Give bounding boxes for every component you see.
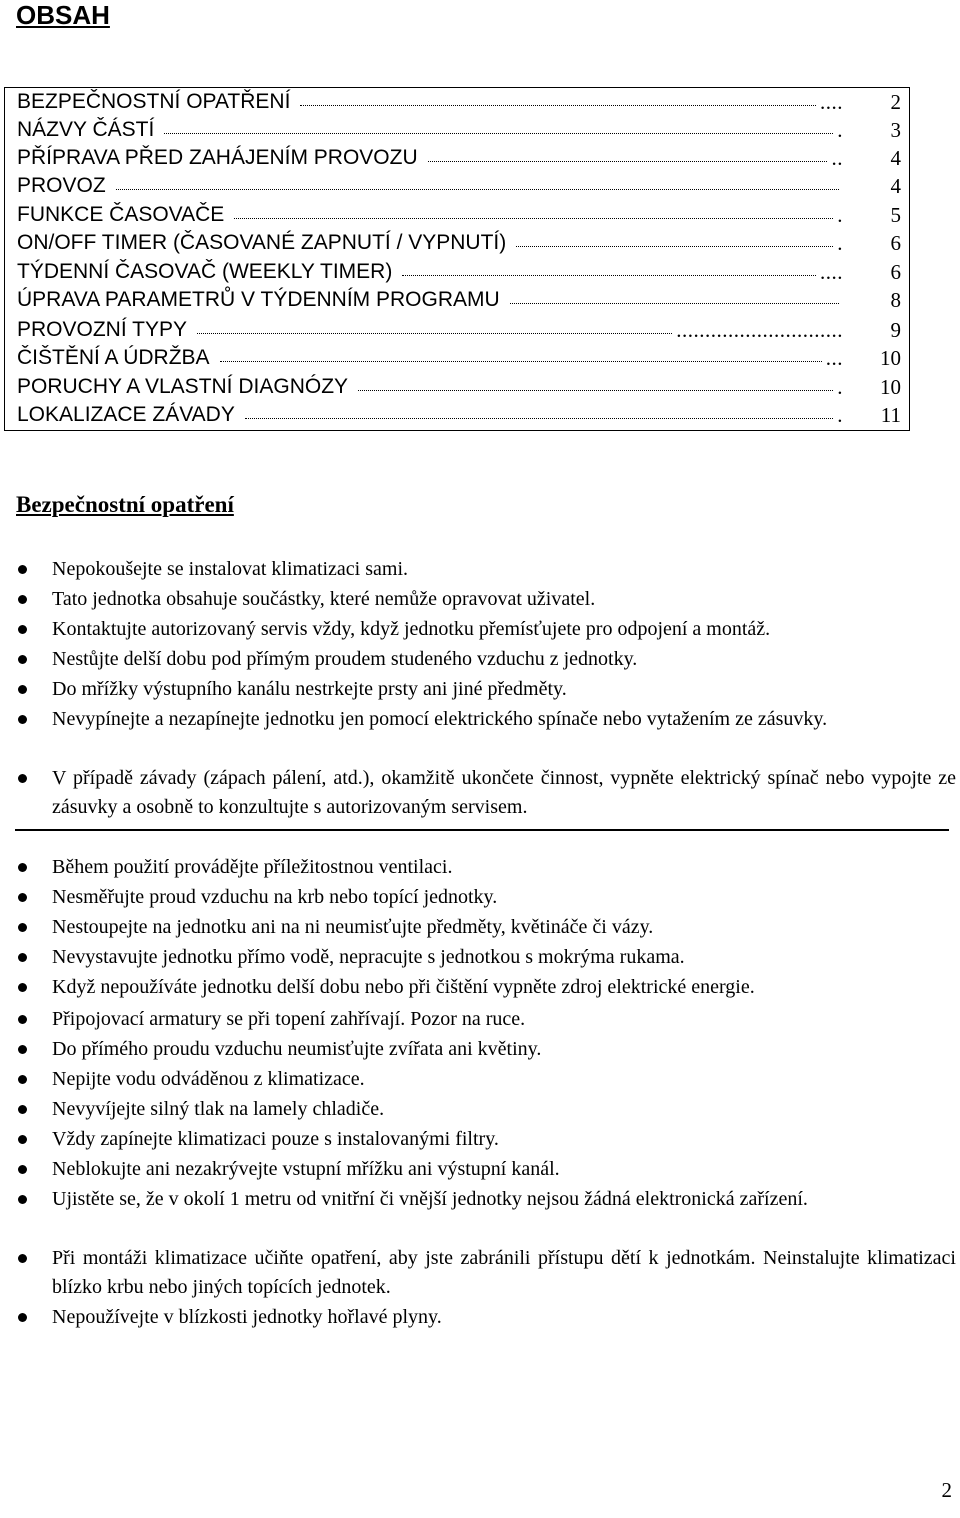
bullet-icon (18, 1254, 27, 1263)
list-item: Nesměřujte proud vzduchu na krb nebo topící jednotky. (52, 886, 498, 908)
toc-entry-dots: . (837, 375, 843, 399)
toc-entry-dots: .... (820, 90, 843, 114)
toc-entry (17, 318, 909, 346)
list-item: Nepoužívejte v blízkosti jednotky hořlavé plyny. (52, 1306, 442, 1328)
bullet-icon (18, 1195, 27, 1204)
list-item: Při montáži klimatizace učiňte opatření, aby jste zabránili přístupu dětí k jednotkám. Neinstalujte klimatizaci blízko krbu nebo jiných topících jednotek. (52, 1247, 956, 1298)
bullet-icon (18, 953, 27, 962)
toc-entry-leader (220, 361, 822, 362)
bullet-icon (18, 1075, 27, 1084)
toc-entry-page: 4 (890, 174, 901, 198)
toc-entry-label: LOKALIZACE ZÁVADY (17, 403, 235, 426)
section-heading: Bezpečnostní opatření (16, 492, 234, 517)
table-of-contents (4, 87, 910, 431)
toc-entry-label: PORUCHY A VLASTNÍ DIAGNÓZY (17, 375, 349, 398)
toc-entry (17, 375, 909, 403)
toc-entry-leader (300, 105, 816, 106)
bullet-icon (18, 1313, 27, 1322)
bullet-icon (18, 1105, 27, 1114)
list-item: Ujistěte se, že v okolí 1 metru od vnitřní či vnější jednotky nejsou žádná elektronická zařízení. (52, 1188, 808, 1210)
toc-entry-leader (164, 133, 833, 134)
page-title: OBSAH (16, 0, 110, 30)
list-item: Do mřížky výstupního kanálu nestrkejte prsty ani jiné předměty. (52, 678, 567, 700)
toc-entry-page: 2 (890, 90, 901, 114)
toc-entry-dots: ............................. (676, 318, 843, 342)
bullet-icon (18, 655, 27, 664)
bullet-icon (18, 893, 27, 902)
list-item: Neblokujte ani nezakrývejte vstupní mřížku ani výstupní kanál. (52, 1158, 560, 1180)
bullet-icon (18, 595, 27, 604)
list-item: Nestůjte delší dobu pod přímým proudem studeného vzduchu z jednotky. (52, 648, 638, 670)
horizontal-rule (15, 829, 949, 831)
toc-entry-label: PŘÍPRAVA PŘED ZAHÁJENÍM PROVOZU (17, 146, 418, 169)
toc-entry-label: PROVOZNÍ TYPY (17, 318, 187, 341)
toc-entry-page: 4 (890, 146, 901, 170)
bullet-icon (18, 715, 27, 724)
list-item: Nevyvíjejte silný tlak na lamely chladiče. (52, 1098, 385, 1120)
toc-entry (17, 403, 909, 431)
list-item: Vždy zapínejte klimatizaci pouze s instalovanými filtry. (52, 1128, 499, 1150)
toc-entry-page: 3 (890, 118, 901, 142)
toc-entry (17, 203, 909, 231)
toc-entry-label: ÚPRAVA PARAMETRŮ V TÝDENNÍM PROGRAMU (17, 288, 500, 311)
toc-entry-dots: . (837, 203, 843, 227)
bullet-icon (18, 565, 27, 574)
toc-entry-leader (234, 218, 833, 219)
toc-entry-leader (197, 333, 672, 334)
toc-entry-dots: . (837, 231, 843, 255)
bullet-icon (18, 625, 27, 634)
toc-entry-leader (402, 275, 816, 276)
toc-entry-leader (516, 246, 833, 247)
list-item: Během použití provádějte příležitostnou ventilaci. (52, 856, 453, 878)
bullet-icon (18, 1135, 27, 1144)
list-item: Nevypínejte a nezapínejte jednotku jen pomocí elektrického spínače nebo vytažením ze zásuvky. (52, 708, 828, 730)
bullet-icon (18, 1045, 27, 1054)
toc-entry (17, 90, 909, 118)
toc-entry-dots: .. (831, 146, 843, 170)
toc-entry-label: ČIŠTĚNÍ A ÚDRŽBA (17, 346, 210, 369)
list-item: Do přímého proudu vzduchu neumisťujte zvířata ani květiny. (52, 1038, 542, 1060)
bullet-icon (18, 1015, 27, 1024)
list-item: Když nepoužíváte jednotku delší dobu nebo při čištění vypněte zdroj elektrické energie. (52, 976, 755, 998)
toc-entry-page: 8 (890, 288, 901, 312)
bullet-icon (18, 863, 27, 872)
toc-entry-leader (358, 390, 833, 391)
toc-entry-leader (116, 189, 839, 190)
toc-entry (17, 174, 909, 202)
page-number: 2 (941, 1478, 952, 1502)
bullet-icon (18, 983, 27, 992)
bullet-icon (18, 923, 27, 932)
bullet-icon (18, 774, 27, 783)
toc-entry (17, 260, 909, 288)
toc-entry-dots: . (837, 118, 843, 142)
toc-entry-dots: . (837, 403, 843, 427)
toc-entry (17, 288, 909, 316)
list-item: Nepokoušejte se instalovat klimatizaci sami. (52, 558, 409, 580)
list-item: Připojovací armatury se při topení zahřívají. Pozor na ruce. (52, 1008, 526, 1030)
toc-entry-page: 5 (890, 203, 901, 227)
list-item: Kontaktujte autorizovaný servis vždy, když jednotku přemísťujete pro odpojení a montáž. (52, 618, 771, 640)
toc-entry-page: 11 (880, 403, 901, 427)
toc-entry-page: 6 (890, 260, 901, 284)
toc-entry-label: BEZPEČNOSTNÍ OPATŘENÍ (17, 90, 291, 113)
toc-entry-page: 9 (890, 318, 901, 342)
toc-entry-label: ON/OFF TIMER (ČASOVANÉ ZAPNUTÍ / VYPNUTÍ) (17, 231, 507, 254)
toc-entry-label: PROVOZ (17, 174, 106, 197)
toc-entry (17, 346, 909, 374)
toc-entry-label: FUNKCE ČASOVAČE (17, 203, 225, 226)
list-item: V případě závady (zápach pálení, atd.), okamžitě ukončete činnost, vypněte elektrický spínač nebo vypojte ze zásuvky a osobně to konzultujte s autorizovaným servisem. (52, 767, 956, 818)
toc-entry-leader (510, 303, 839, 304)
toc-entry-page: 10 (880, 375, 901, 399)
toc-entry-leader (245, 418, 833, 419)
toc-entry (17, 146, 909, 174)
bullet-icon (18, 1165, 27, 1174)
list-item: Tato jednotka obsahuje součástky, které nemůže opravovat uživatel. (52, 588, 596, 610)
toc-entry-label: TÝDENNÍ ČASOVAČ (WEEKLY TIMER) (17, 260, 393, 283)
list-item: Nepijte vodu odváděnou z klimatizace. (52, 1068, 365, 1090)
bullet-icon (18, 685, 27, 694)
toc-entry-dots: .... (820, 260, 843, 284)
toc-entry (17, 118, 909, 146)
toc-entry-page: 6 (890, 231, 901, 255)
toc-entry-dots: ... (825, 346, 843, 370)
toc-entry-page: 10 (880, 346, 901, 370)
toc-entry (17, 231, 909, 259)
list-item: Nestoupejte na jednotku ani na ni neumisťujte předměty, květináče či vázy. (52, 916, 654, 938)
toc-entry-label: NÁZVY ČÁSTÍ (17, 118, 155, 141)
toc-entry-leader (428, 161, 827, 162)
list-item: Nevystavujte jednotku přímo vodě, nepracujte s jednotkou s mokrýma rukama. (52, 946, 685, 968)
